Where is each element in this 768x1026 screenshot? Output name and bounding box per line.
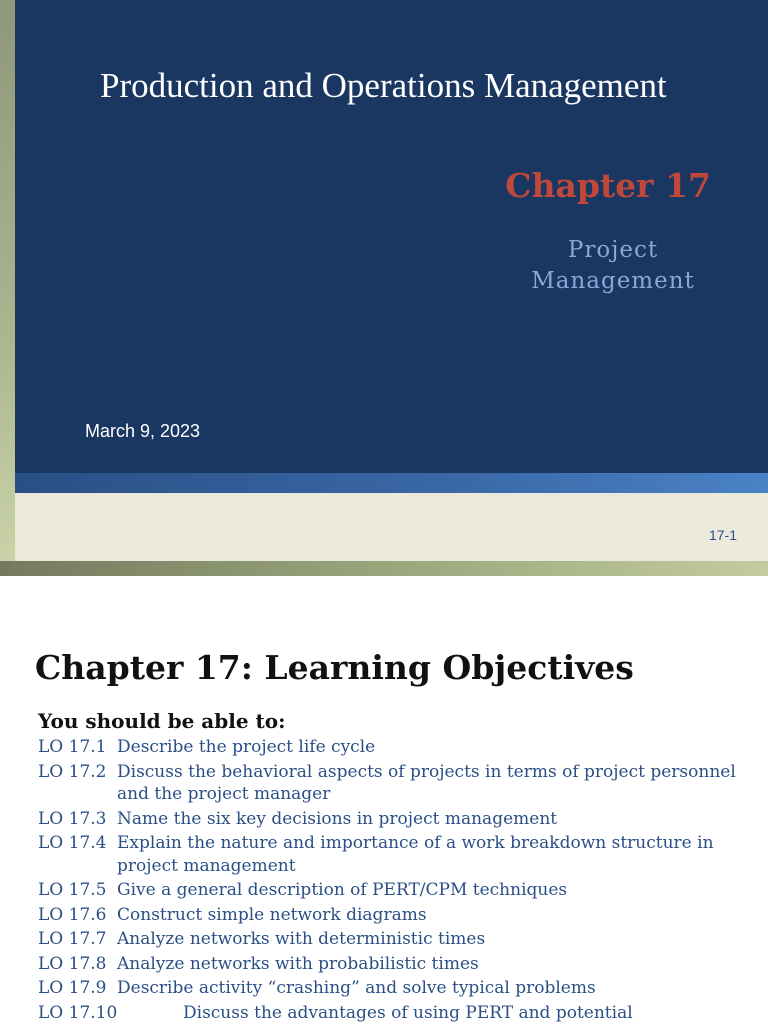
- objective-code: LO 17.4: [38, 833, 107, 853]
- page-number: 17-1: [708, 527, 737, 543]
- objective-code: LO 17.8: [38, 953, 107, 974]
- subtitle-line-1: Project: [567, 237, 659, 263]
- footer-band: [15, 493, 768, 561]
- objective-text: Explain the nature and importance of a work breakdown structure in project management: [117, 833, 714, 876]
- list-item: [38, 1002, 758, 1025]
- objective-code: LO 17.10: [38, 1002, 118, 1023]
- objective-text: Describe activity “crashing” and solve typical problems: [117, 978, 596, 998]
- objective-code: LO 17.2: [38, 761, 107, 782]
- objective-text: Give a general description of PERT/CPM techniques: [117, 880, 568, 900]
- objectives-intro: You should be able to:: [38, 709, 286, 733]
- objective-text: Discuss the behavioral aspects of projects in terms of project personnel and the project manager: [117, 761, 736, 804]
- objective-code: LO 17.1: [38, 737, 107, 757]
- list-item: [38, 928, 758, 951]
- slide-divider: [0, 561, 768, 576]
- slide-date: March 9, 2023: [85, 421, 201, 441]
- objectives-list: [38, 736, 758, 1026]
- list-item: [38, 736, 758, 759]
- objective-code: LO 17.7: [38, 929, 107, 949]
- list-item: [38, 977, 758, 1000]
- objective-code: LO 17.5: [38, 880, 107, 900]
- objective-code: LO 17.3: [38, 808, 107, 829]
- chapter-subtitle: [510, 235, 716, 297]
- objective-code: LO 17.6: [38, 904, 107, 925]
- list-item: [38, 761, 758, 806]
- objectives-title: Chapter 17: Learning Objectives: [35, 648, 634, 687]
- objective-text: Analyze networks with deterministic times: [117, 929, 486, 949]
- course-title: Production and Operations Management: [100, 66, 667, 105]
- list-item: [38, 879, 758, 902]
- list-item: [38, 904, 758, 927]
- objective-code: LO 17.9: [38, 978, 107, 998]
- objective-text: Construct simple network diagrams: [117, 904, 427, 925]
- list-item: [38, 808, 758, 831]
- objective-text: Analyze networks with probabilistic times: [117, 953, 479, 974]
- objective-text: Discuss the advantages of using PERT and potential: [183, 1002, 633, 1023]
- list-item: [38, 832, 758, 877]
- objective-text: Name the six key decisions in project management: [117, 808, 558, 829]
- blue-stripe: [15, 473, 768, 493]
- objectives-slide: [0, 576, 768, 1024]
- left-accent-bar: [0, 0, 15, 561]
- objective-text: Describe the project life cycle: [117, 737, 376, 757]
- chapter-heading: Chapter 17: [505, 166, 711, 205]
- list-item: [38, 953, 758, 976]
- subtitle-line-2: Management: [531, 268, 695, 294]
